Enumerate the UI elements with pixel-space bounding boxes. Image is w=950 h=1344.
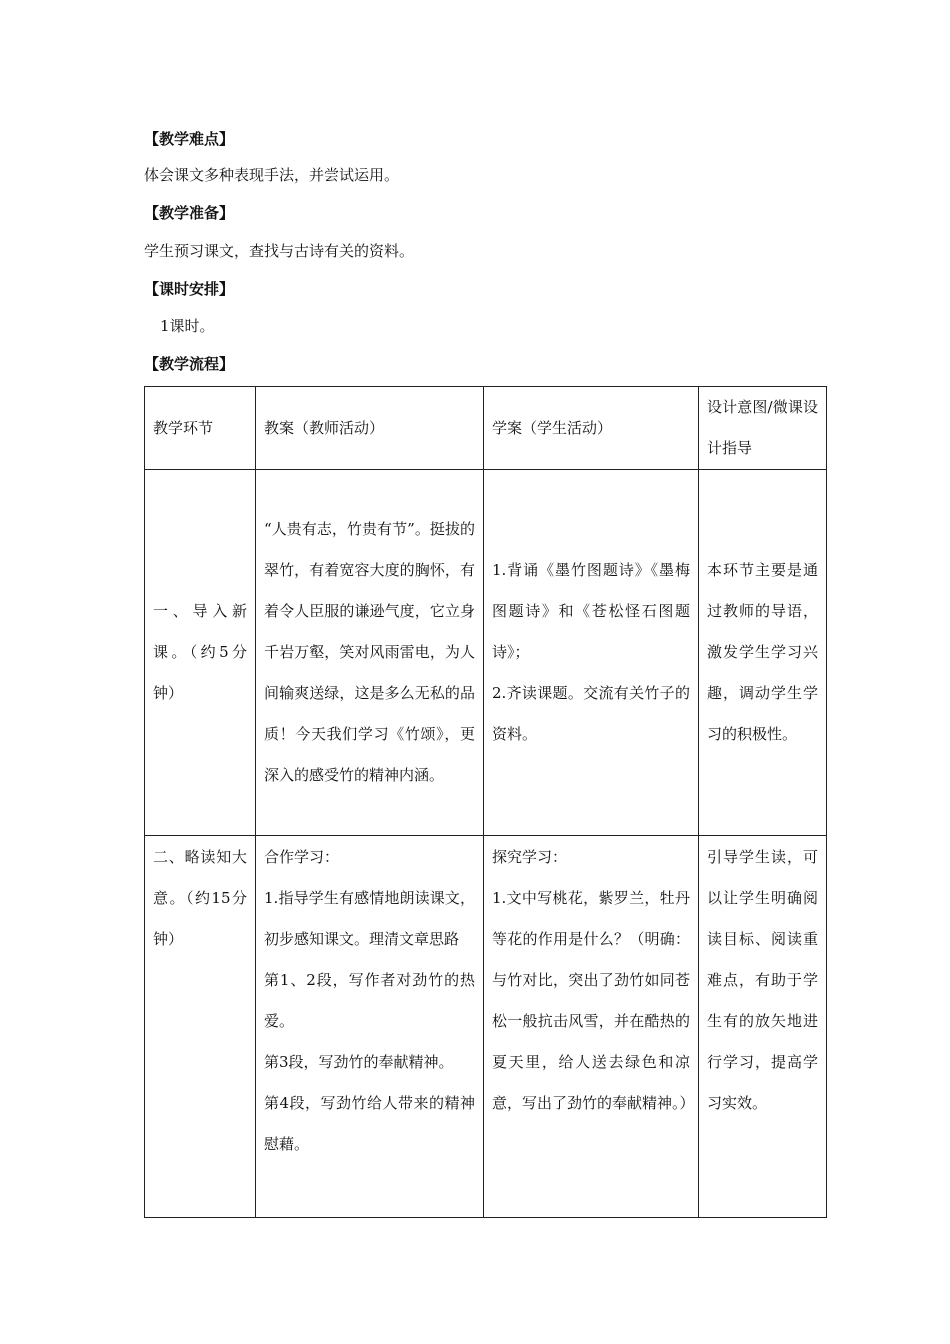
header-student: 学案（学生活动）	[484, 387, 699, 470]
row2-student-p1: 探究学习：	[492, 848, 568, 866]
schedule-text: 1课时。	[160, 317, 215, 335]
process-heading: 【教学流程】	[144, 355, 235, 373]
header-design: 设计意图/微课设计指导	[699, 387, 827, 470]
difficulty-heading: 【教学难点】	[144, 130, 235, 148]
table-row	[145, 836, 827, 1218]
teaching-process-table	[144, 386, 827, 1218]
row1-teacher	[256, 470, 484, 836]
row1-student	[484, 470, 699, 836]
row2-teacher-p3: 第1、2段，写作者对劲竹的热爱。	[264, 971, 475, 1030]
difficulty-text: 体会课文多种表现手法，并尝试运用。	[144, 166, 400, 184]
row2-teacher-p5: 第4段，写劲竹给人带来的精神慰藉。	[264, 1094, 475, 1153]
row2-teacher-p2: 1.指导学生有感情地朗读课文，初步感知课文。理清文章思路	[264, 889, 475, 948]
row1-student-p2: 2.齐读课题。交流有关竹子的资料。	[492, 684, 690, 743]
row2-teacher-p4: 第3段，写劲竹的奉献精神。	[264, 1053, 454, 1071]
preparation-heading: 【教学准备】	[144, 204, 235, 222]
row1-student-p1: 1.背诵《墨竹图题诗》《墨梅图题诗》和《苍松怪石图题诗》；	[492, 561, 690, 661]
header-teacher: 教案（教师活动）	[256, 387, 484, 470]
row2-teacher-p1: 合作学习：	[264, 848, 340, 866]
preparation-text: 学生预习课文，查找与古诗有关的资料。	[144, 242, 415, 260]
header-stage: 教学环节	[145, 387, 256, 470]
row1-design: 本环节主要是通过教师的导语，激发学生学习兴趣，调动学生学习的积极性。	[699, 470, 827, 836]
row2-student-p2: 1.文中写桃花，紫罗兰，牡丹等花的作用是什么？（明确：与竹对比，突出了劲竹如同苍松一般抗击风雪，并在酷热的夏天里，给人送去绿色和凉意，写出了劲竹的奉献精神。）	[492, 889, 695, 1112]
row2-teacher	[256, 836, 484, 1218]
table-header-row	[145, 387, 827, 470]
row2-student	[484, 836, 699, 1218]
row2-design: 引导学生读，可以让学生明确阅读目标、阅读重难点，有助于学生有的放矢地进行学习，提高学习实效。	[699, 836, 827, 1218]
row1-stage: 一、导入新课。（约5分钟）	[145, 470, 256, 836]
table-row	[145, 470, 827, 836]
schedule-heading: 【课时安排】	[144, 280, 235, 298]
row2-stage: 二、略读知大意。（约15分钟）	[145, 836, 256, 1218]
row1-teacher-p1: “人贵有志，竹贵有节”。挺拔的翠竹，有着宽容大度的胸怀，有着令人臣服的谦逊气度，它立身千岩万壑，笑对风雨雷电，为人间输爽送绿，这是多么无私的品质！今天我们学习《竹颂》，更深入的感受竹的精神内涵。	[264, 520, 475, 784]
